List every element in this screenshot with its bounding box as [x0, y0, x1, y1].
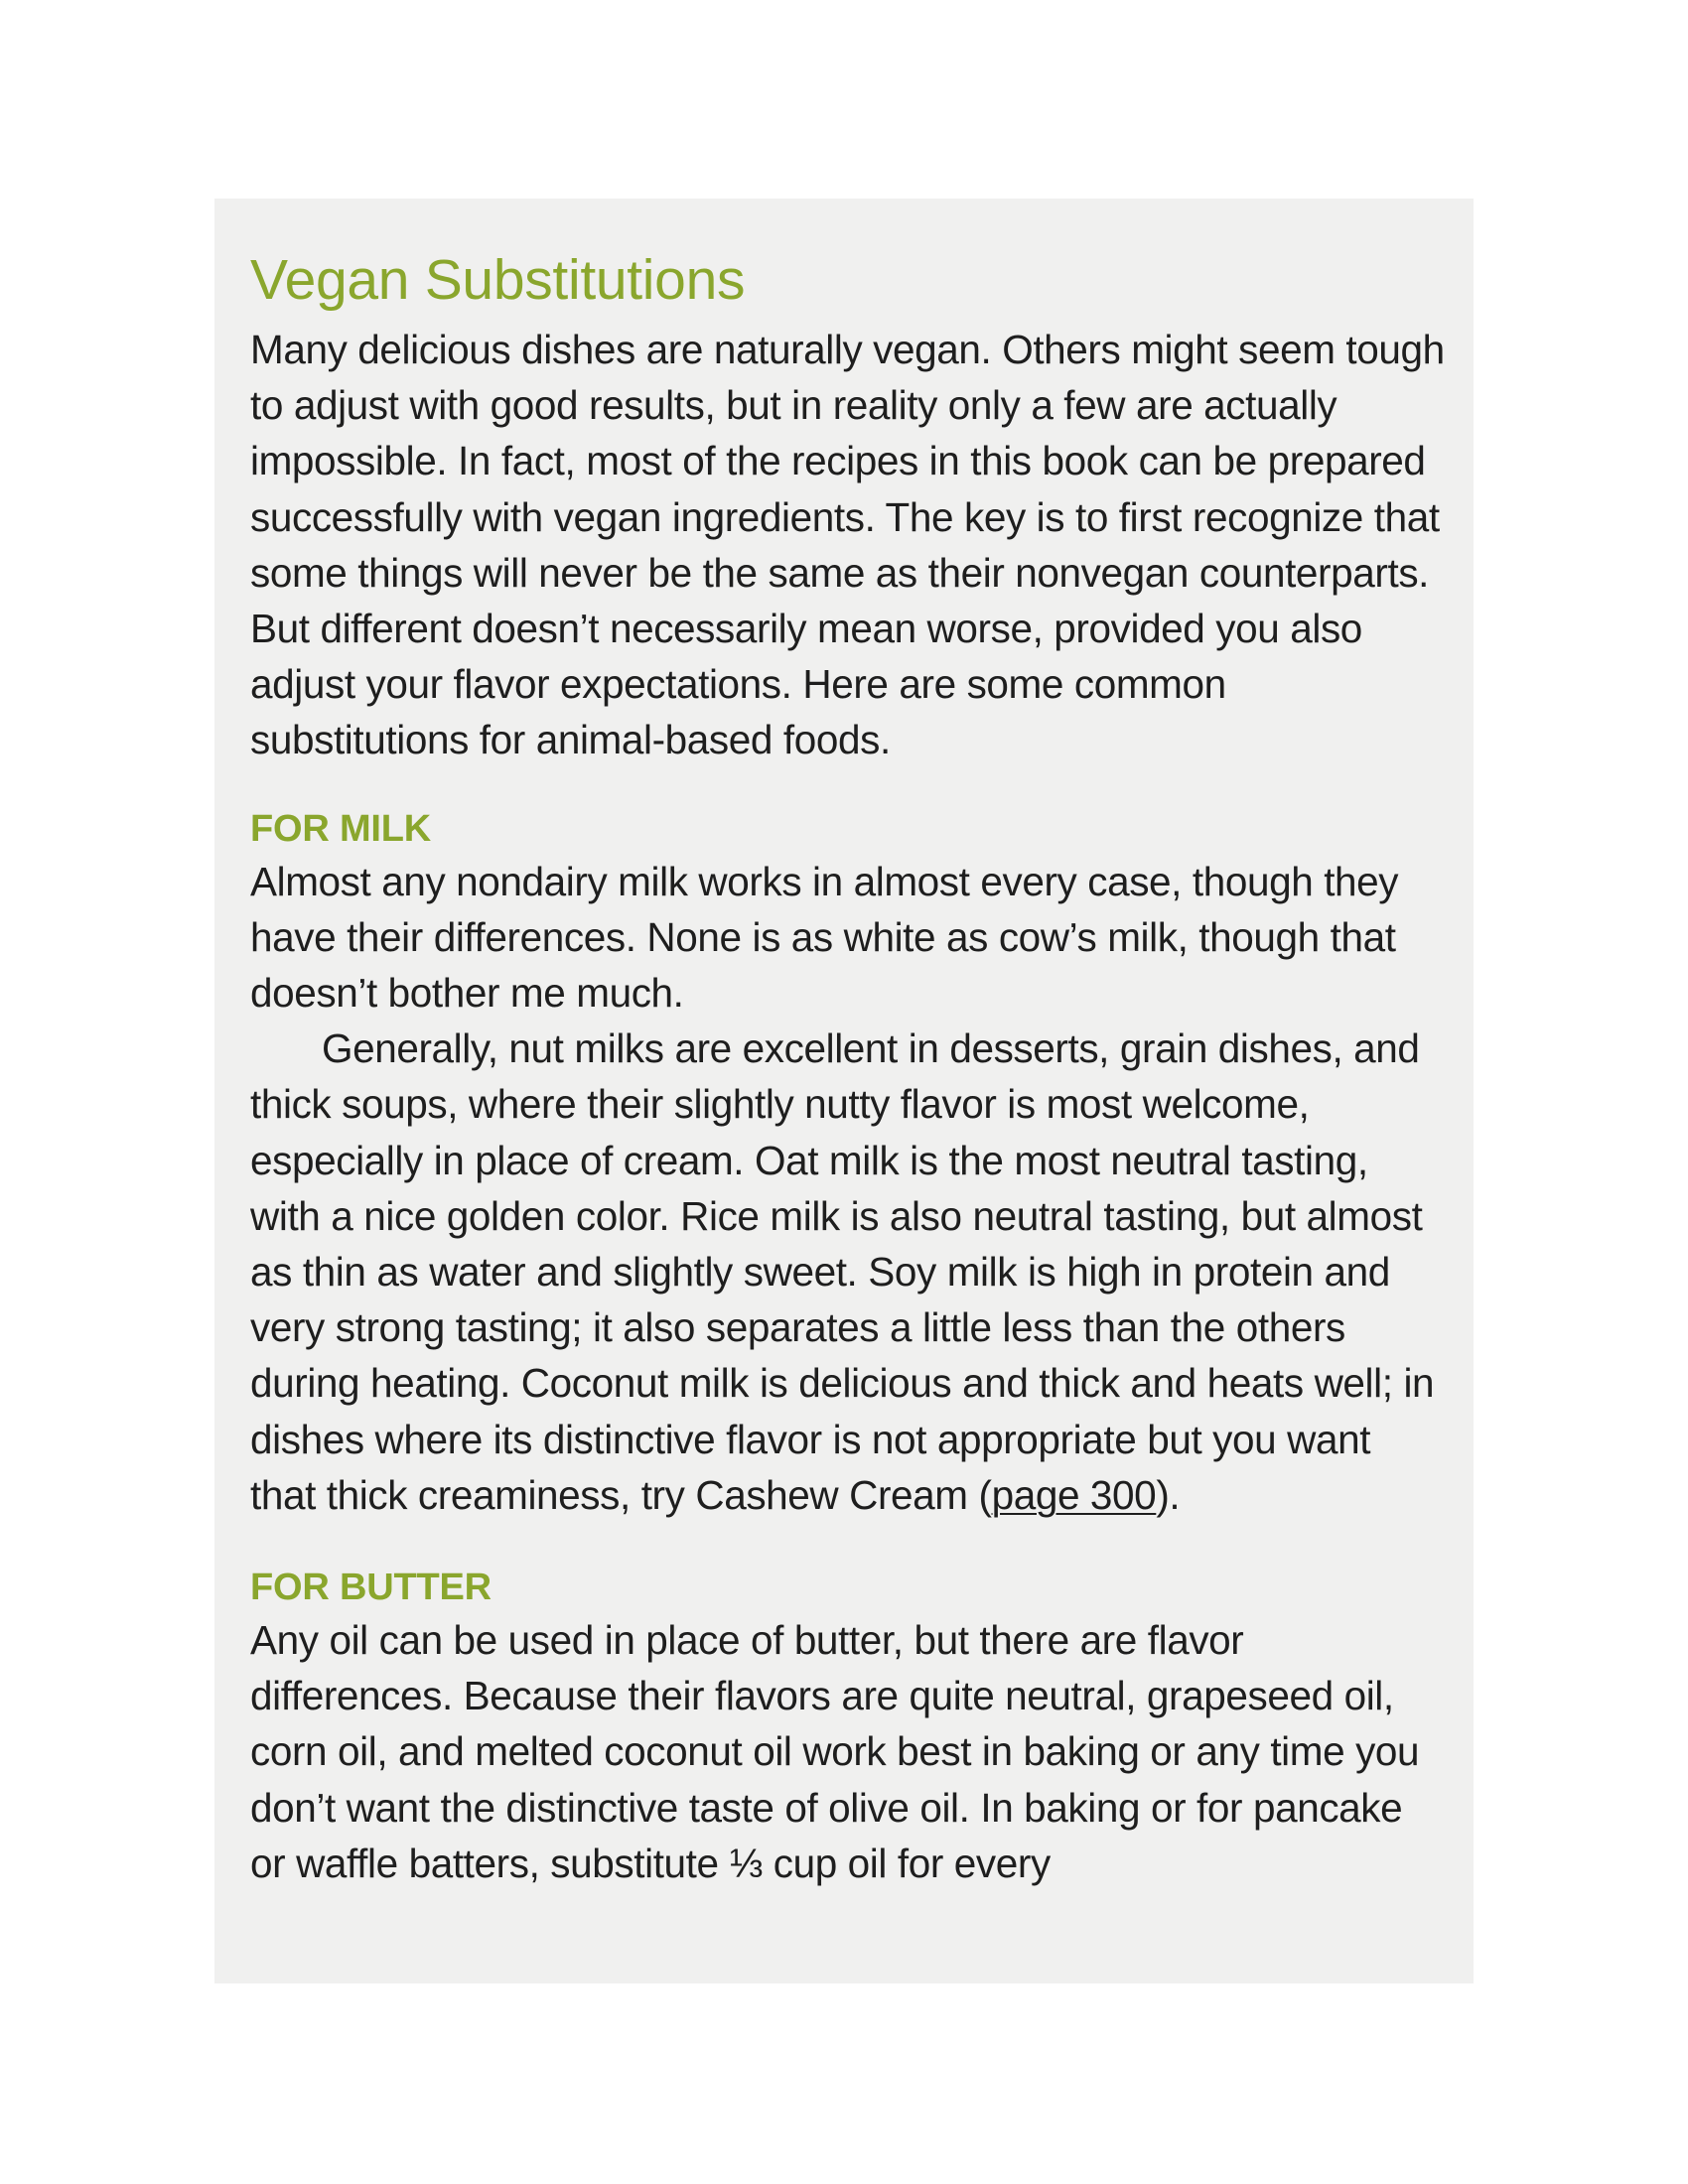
intro-paragraph: Many delicious dishes are naturally vegan. Others might seem tough to adjust with good results, but in reality only a few are actually impossible. In fact, most of the recipes in this book can be prepared successfully with vegan ingredients. The key is to first recognize that some things will never be the same as their nonvegan counterparts. But different doesn’t necessarily mean worse, provided you also adjust your flavor expectations. Here are some common substitutions for animal-based foods. — [250, 327, 1445, 763]
vegan-substitutions-sidebar — [214, 199, 1474, 1983]
butter-paragraph-1: Any oil can be used in place of butter, but there are flavor differences. Because their flavors are quite neutral, grapeseed oil, corn oil, and melted coconut oil work best in baking or any time you don’t want the distinctive taste of olive oil. In baking or for pancake or waffle batters, substitute ⅓ cup oil for every — [250, 1617, 1420, 1886]
sidebar-title: Vegan Substitutions — [250, 248, 746, 312]
cashew-cream-page-link[interactable]: page 300 — [991, 1471, 1157, 1518]
milk-paragraph-2-text: Generally, nut milks are excellent in desserts, grain dishes, and thick soups, where their slightly nutty flavor is most welcome, especially in place of cream. Oat milk is the most neutral tasting, with a nice golden color. Rice milk is also neutral tasting, but almost as thin as water and slightly sweet. Soy milk is high in protein and very strong tasting; it also separates a little less than the others during heating. Coconut milk is delicious and thick and heats well; in dishes where its distinctive flavor is not appropriate but you want that thick creaminess, try Cashew Cream ( — [250, 1025, 1435, 1518]
milk-paragraph-1: Almost any nondairy milk works in almost every case, though they have their differences. None is as white as cow’s milk, though that doesn’t bother me much. — [250, 858, 1399, 1017]
milk-paragraph-2 — [250, 1021, 1446, 1523]
milk-heading: FOR MILK — [250, 807, 432, 850]
milk-paragraph-2-end: ). — [1156, 1471, 1181, 1518]
butter-heading: FOR BUTTER — [250, 1567, 492, 1609]
